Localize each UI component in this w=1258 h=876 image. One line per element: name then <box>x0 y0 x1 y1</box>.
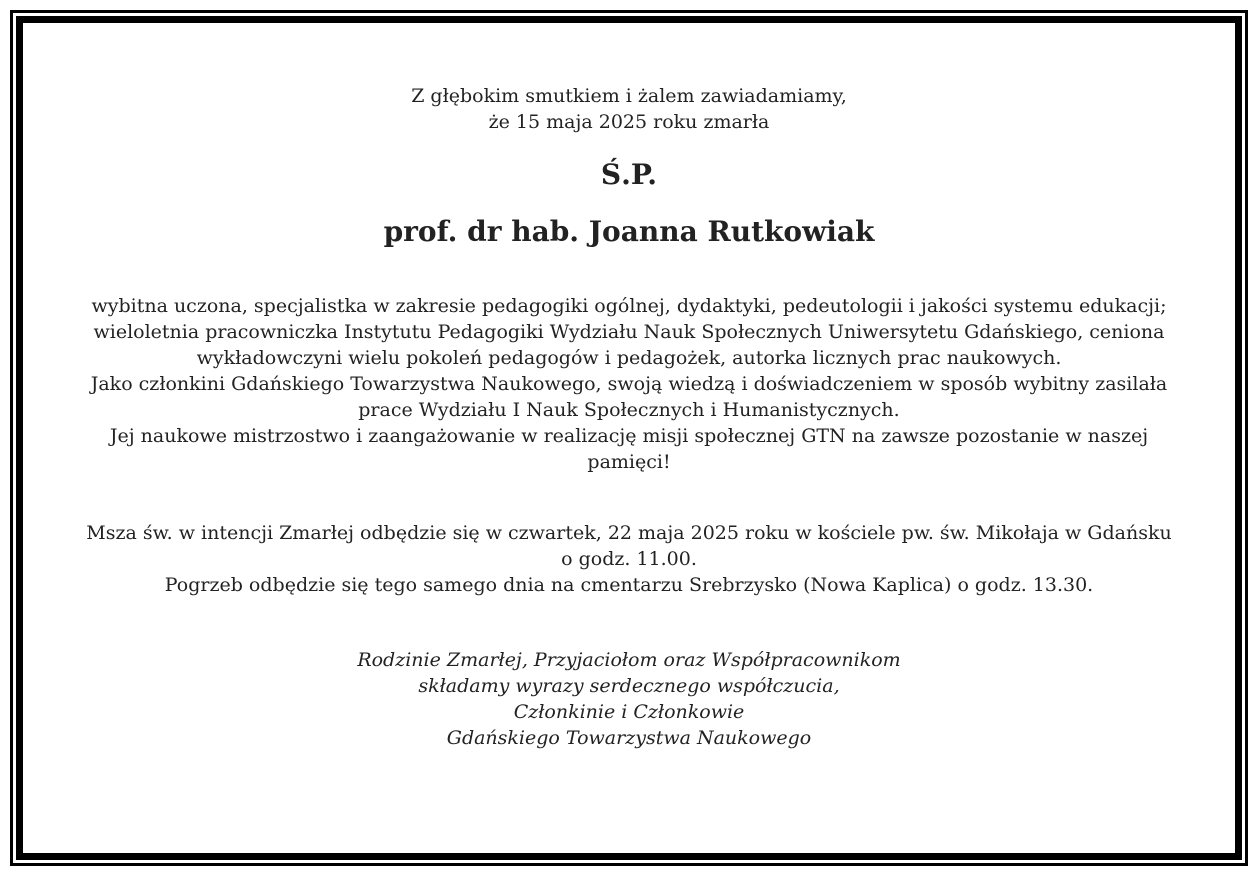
bio-line: wybitna uczona, specjalistka w zakresie pedagogiki ogólnej, dydaktyki, pedeutologii i jakości systemu edukacji; <box>91 295 1167 317</box>
condolence-text <box>40 647 1218 751</box>
ceremony-line: Pogrzeb odbędzie się tego samego dnia na cmentarzu Srebrzysko (Nowa Kaplica) o godz. 13.30. <box>164 574 1094 596</box>
bio-line: wykładowczyni wielu pokoleń pedagogów i pedagożek, autorka licznych prac naukowych. <box>196 347 1062 369</box>
bio-line: prace Wydziału I Nauk Społecznych i Humanistycznych. <box>358 399 900 421</box>
ceremony-line: o godz. 11.00. <box>561 548 697 570</box>
obituary-notice <box>40 83 1218 751</box>
bio-line: Jako członkini Gdańskiego Towarzystwa Naukowego, swoją wiedzą i doświadczeniem w sposób wybitny zasilała <box>90 373 1168 395</box>
honorific: Ś.P. <box>600 158 658 191</box>
condolence-line: składamy wyrazy serdecznego współczucia, <box>418 675 840 697</box>
funeral-details <box>40 520 1218 598</box>
biography-text <box>40 293 1218 475</box>
condolence-line: Członkinie i Członkowie <box>513 701 745 723</box>
intro-line: Z głębokim smutkiem i żalem zawiadamiamy, <box>411 85 847 107</box>
ceremony-line: Msza św. w intencji Zmarłej odbędzie się w czwartek, 22 maja 2025 roku w kościele pw. św. Mikołaja w Gdańsku <box>86 522 1172 544</box>
condolence-line: Rodzinie Zmarłej, Przyjaciołom oraz Współpracownikom <box>357 649 901 671</box>
intro-text <box>40 83 1218 135</box>
bio-line: Jej naukowe mistrzostwo i zaangażowanie w realizację misji społecznej GTN na zawsze pozostanie w naszej <box>109 425 1149 447</box>
intro-line: że 15 maja 2025 roku zmarła <box>488 111 770 133</box>
condolence-line: Gdańskiego Towarzystwa Naukowego <box>446 727 812 749</box>
bio-line: pamięci! <box>587 451 671 473</box>
bio-line: wieloletnia pracowniczka Instytutu Pedagogiki Wydziału Nauk Społecznych Uniwersytetu Gdańskiego, ceniona <box>93 321 1165 343</box>
deceased-name: prof. dr hab. Joanna Rutkowiak <box>383 215 875 248</box>
